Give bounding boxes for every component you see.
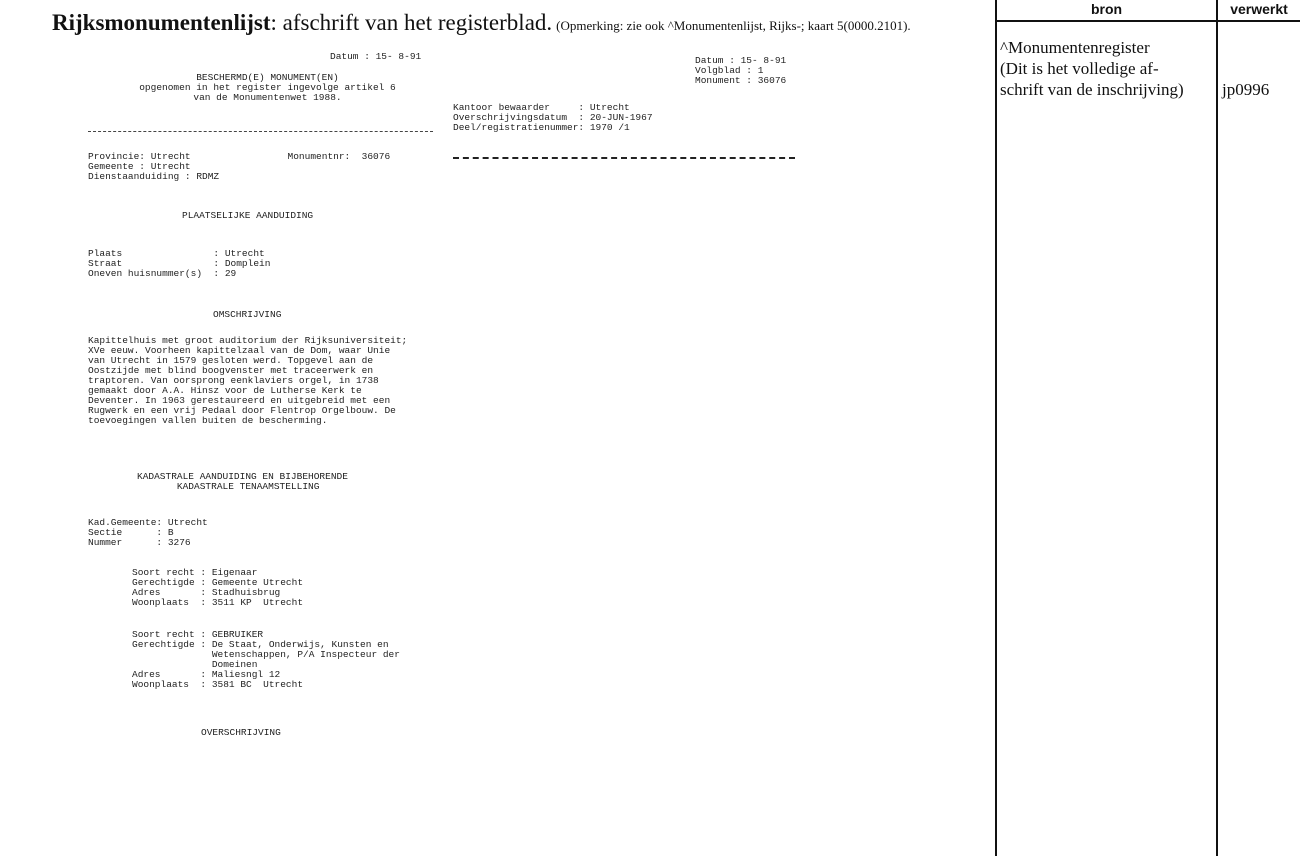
- heading-title: Rijksmonumentenlijst: [52, 10, 271, 35]
- divider-right: [453, 157, 795, 159]
- heading-subtitle: : afschrift van het registerblad.: [270, 10, 553, 35]
- plaats-block: Plaats : Utrecht Straat : Domplein Oneven huisnummer(s) : 29: [88, 248, 271, 279]
- kantoor-block: Kantoor bewaarder : Utrecht Overschrijvingsdatum : 20-JUN-1967 Deel/registratienummer: 1970 /1: [453, 102, 653, 133]
- column-divider-left: [995, 0, 997, 856]
- omschrijving-block: Kapittelhuis met groot auditorium der Rijksuniversiteit; XVe eeuw. Voorheen kapittelzaal van de Dom, waar Unie van Utrecht in 1579 gesloten werd. Topgevel aan de Oostzijde met blind boogvenster met traceerwerk en traptoren. Van oorsprong eenklaviers orgel, in 1738 gemaakt door A.A. Hinsz voor de Lutherse Kerk te Deventer. In 1963 gerestaureerd en uitgebreid met een Rugwerk en een vrij Pedaal door Flentrop Orgelbouw. De toevoegingen vallen buiten de bescherming.: [88, 335, 408, 426]
- bron-text: ^Monumentenregister (Dit is het volledige af- schrift van de inschrijving): [1000, 38, 1184, 99]
- divider-left: [88, 131, 433, 132]
- admin-block: Provincie: Utrecht Monumentnr: 36076 Gemeente : Utrecht Dienstaanduiding : RDMZ: [88, 151, 391, 182]
- verwerkt-header: verwerkt: [1230, 1, 1288, 17]
- plaats-heading: PLAATSELIJKE AANDUIDING: [182, 210, 314, 221]
- column-divider-mid: [1216, 0, 1218, 856]
- datum-left: Datum : 15- 8-91: [330, 51, 422, 62]
- verwerkt-text: jp0996: [1222, 80, 1270, 99]
- page-heading: [52, 10, 911, 36]
- right-top-block: Datum : 15- 8-91 Volgblad : 1 Monument : 36076: [695, 55, 787, 86]
- bron-header: bron: [1090, 1, 1123, 17]
- heading-note: (Opmerking: zie ook ^Monumentenlijst, Rijks-; kaart 5(0000.2101).: [556, 18, 911, 33]
- kad-block: Kad.Gemeente: Utrecht Sectie : B Nummer : 3276: [88, 517, 208, 548]
- title-block: BESCHERMD(E) MONUMENT(EN) opgenomen in het register ingevolge artikel 6 van de Monumentenwet 1988.: [139, 72, 396, 103]
- overschrijving-heading: OVERSCHRIJVING: [201, 727, 281, 738]
- recht1-block: Soort recht : Eigenaar Gerechtigde : Gemeente Utrecht Adres : Stadhuisbrug Woonplaats : 3511 KP Utrecht: [132, 567, 304, 608]
- kadastraal-heading: KADASTRALE AANDUIDING EN BIJBEHORENDE KADASTRALE TENAAMSTELLING: [137, 471, 348, 492]
- column-header-rule: [995, 20, 1300, 22]
- omschrijving-heading: OMSCHRIJVING: [213, 309, 282, 320]
- recht2-block: Soort recht : GEBRUIKER Gerechtigde : De Staat, Onderwijs, Kunsten en Wetenschappen, P/A Inspecteur der Domeinen Adres : Maliesngl 12 Woonplaats : 3581 BC Utrecht: [132, 629, 400, 690]
